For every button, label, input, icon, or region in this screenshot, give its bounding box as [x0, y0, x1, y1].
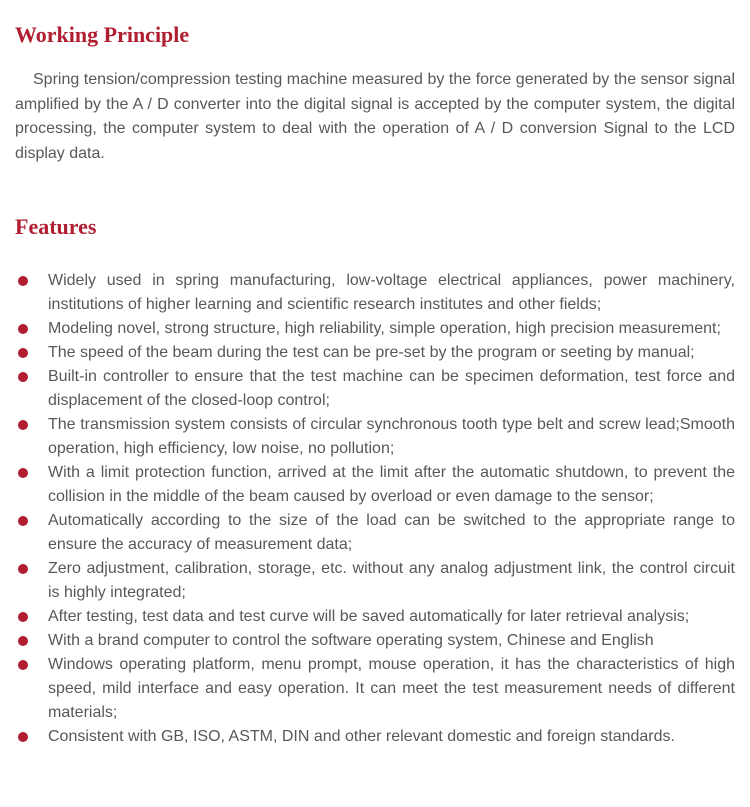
bullet-icon — [18, 732, 28, 742]
bullet-icon — [18, 516, 28, 526]
feature-item — [15, 341, 735, 365]
bullet-icon — [18, 348, 28, 358]
working-principle-heading: Working Principle — [15, 22, 190, 47]
feature-text: Windows operating platform, menu prompt, mouse operation, it has the characteristics of high speed, mild interface and easy operation. It can meet the test measurement needs of different materials; — [48, 655, 735, 721]
feature-text: Widely used in spring manufacturing, low-voltage electrical appliances, power machinery, institutions of higher learning and scientific research institutes and other fields; — [48, 271, 735, 313]
bullet-icon — [18, 564, 28, 574]
feature-item — [15, 605, 735, 629]
bullet-icon — [18, 372, 28, 382]
feature-item — [15, 317, 735, 341]
feature-item — [15, 725, 735, 749]
bullet-icon — [18, 660, 28, 670]
bullet-icon — [18, 636, 28, 646]
bullet-icon — [18, 420, 28, 430]
feature-text: Automatically according to the size of the load can be switched to the appropriate range to ensure the accuracy of measurement data; — [48, 511, 735, 553]
feature-text: Zero adjustment, calibration, storage, etc. without any analog adjustment link, the control circuit is highly integrated; — [48, 559, 735, 601]
feature-text: Modeling novel, strong structure, high reliability, simple operation, high precision measurement; — [48, 319, 721, 337]
feature-item — [15, 557, 735, 605]
feature-text: Consistent with GB, ISO, ASTM, DIN and other relevant domestic and foreign standards. — [48, 727, 675, 745]
working-principle-paragraph: Spring tension/compression testing machine measured by the force generated by the sensor signal amplified by the A / D converter into the digital signal is accepted by the computer system, the digital processing, the computer system to deal with the operation of A / D conversion Signal to the LCD display data. — [15, 71, 735, 162]
feature-item — [15, 269, 735, 317]
feature-text: The transmission system consists of circular synchronous tooth type belt and screw lead;Smooth operation, high efficiency, low noise, no pollution; — [48, 415, 735, 457]
feature-text: With a brand computer to control the software operating system, Chinese and English — [48, 631, 654, 649]
bullet-icon — [18, 612, 28, 622]
feature-text: After testing, test data and test curve will be saved automatically for later retrieval analysis; — [48, 607, 690, 625]
feature-item — [15, 509, 735, 557]
features-list — [15, 269, 735, 749]
feature-item — [15, 629, 735, 653]
feature-item — [15, 461, 735, 509]
features-heading: Features — [15, 214, 97, 240]
bullet-icon — [18, 276, 28, 286]
feature-text: Built-in controller to ensure that the test machine can be specimen deformation, test force and displacement of the closed-loop control; — [48, 367, 735, 409]
feature-item — [15, 653, 735, 725]
feature-text: With a limit protection function, arrived at the limit after the automatic shutdown, to prevent the collision in the middle of the beam caused by overload or even damage to the sensor; — [48, 463, 735, 505]
bullet-icon — [18, 324, 28, 334]
feature-text: The speed of the beam during the test can be pre-set by the program or seeting by manual; — [48, 343, 695, 361]
feature-item — [15, 365, 735, 413]
feature-item — [15, 413, 735, 461]
bullet-icon — [18, 468, 28, 478]
